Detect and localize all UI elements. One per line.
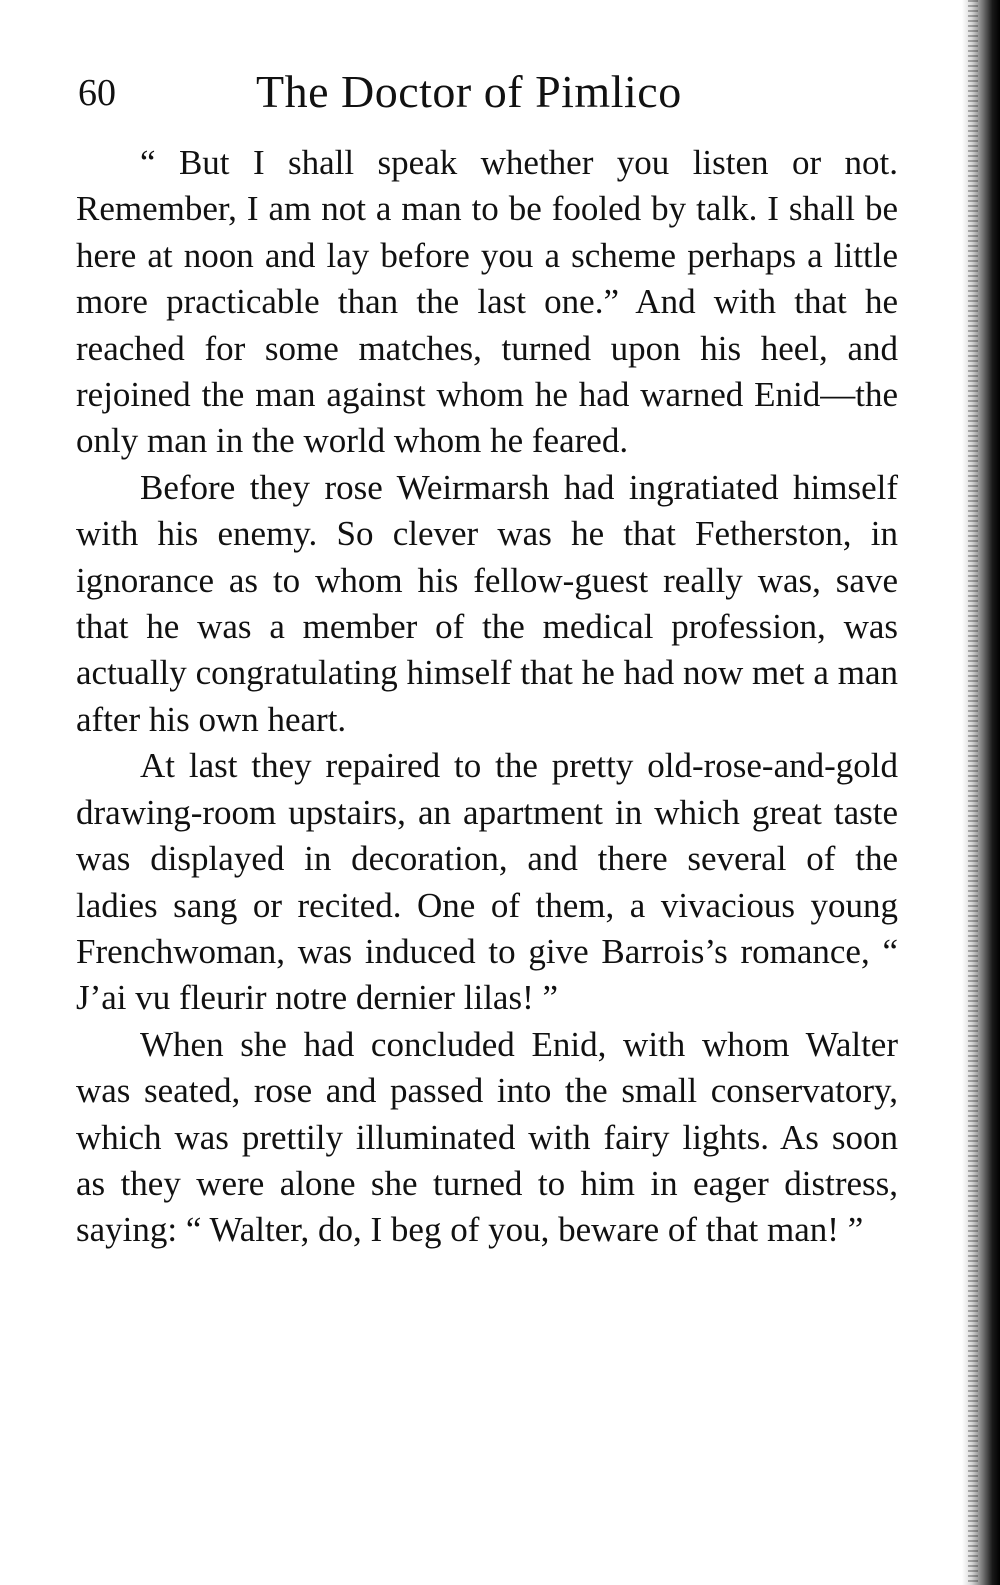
book-spine-edge xyxy=(962,0,1000,1585)
paragraph: Before they rose Weirmarsh had ingratiated himself with his enemy. So clever was he that Fetherston, in ignorance as to whom his fellow-guest really was, save that he was a member of the medical profession, was actually congratulating himself that he had now met a man after his own heart. xyxy=(76,467,898,739)
page-header xyxy=(78,62,898,128)
running-title: The Doctor of Pimlico xyxy=(256,66,682,117)
paragraph: “ But I shall speak whether you listen or not. Remember, I am not a man to be fooled by talk. I shall be here at noon and lay before you a scheme perhaps a little more practicable than the last one.” And with that he reached for some matches, turned upon his heel, and rejoined the man against whom he had warned Enid—the only man in the world whom he feared. xyxy=(76,143,898,461)
page-number: 60 xyxy=(78,72,116,114)
body-text xyxy=(76,140,898,1254)
paragraph: At last they repaired to the pretty old-rose-and-gold drawing-room upstairs, an apartment in which great taste was displayed in decoration, and there several of the ladies sang or recited. One of them, a vivacious young Frenchwoman, was induced to give Barrois’s romance, “ J’ai vu fleurir notre dernier lilas! ” xyxy=(76,746,898,1018)
paragraph: When she had concluded Enid, with whom Walter was seated, rose and passed into the small conservatory, which was prettily illuminated with fairy lights. As soon as they were alone she turned to him in eager distress, saying: “ Walter, do, I beg of you, beware of that man! ” xyxy=(76,1024,898,1250)
